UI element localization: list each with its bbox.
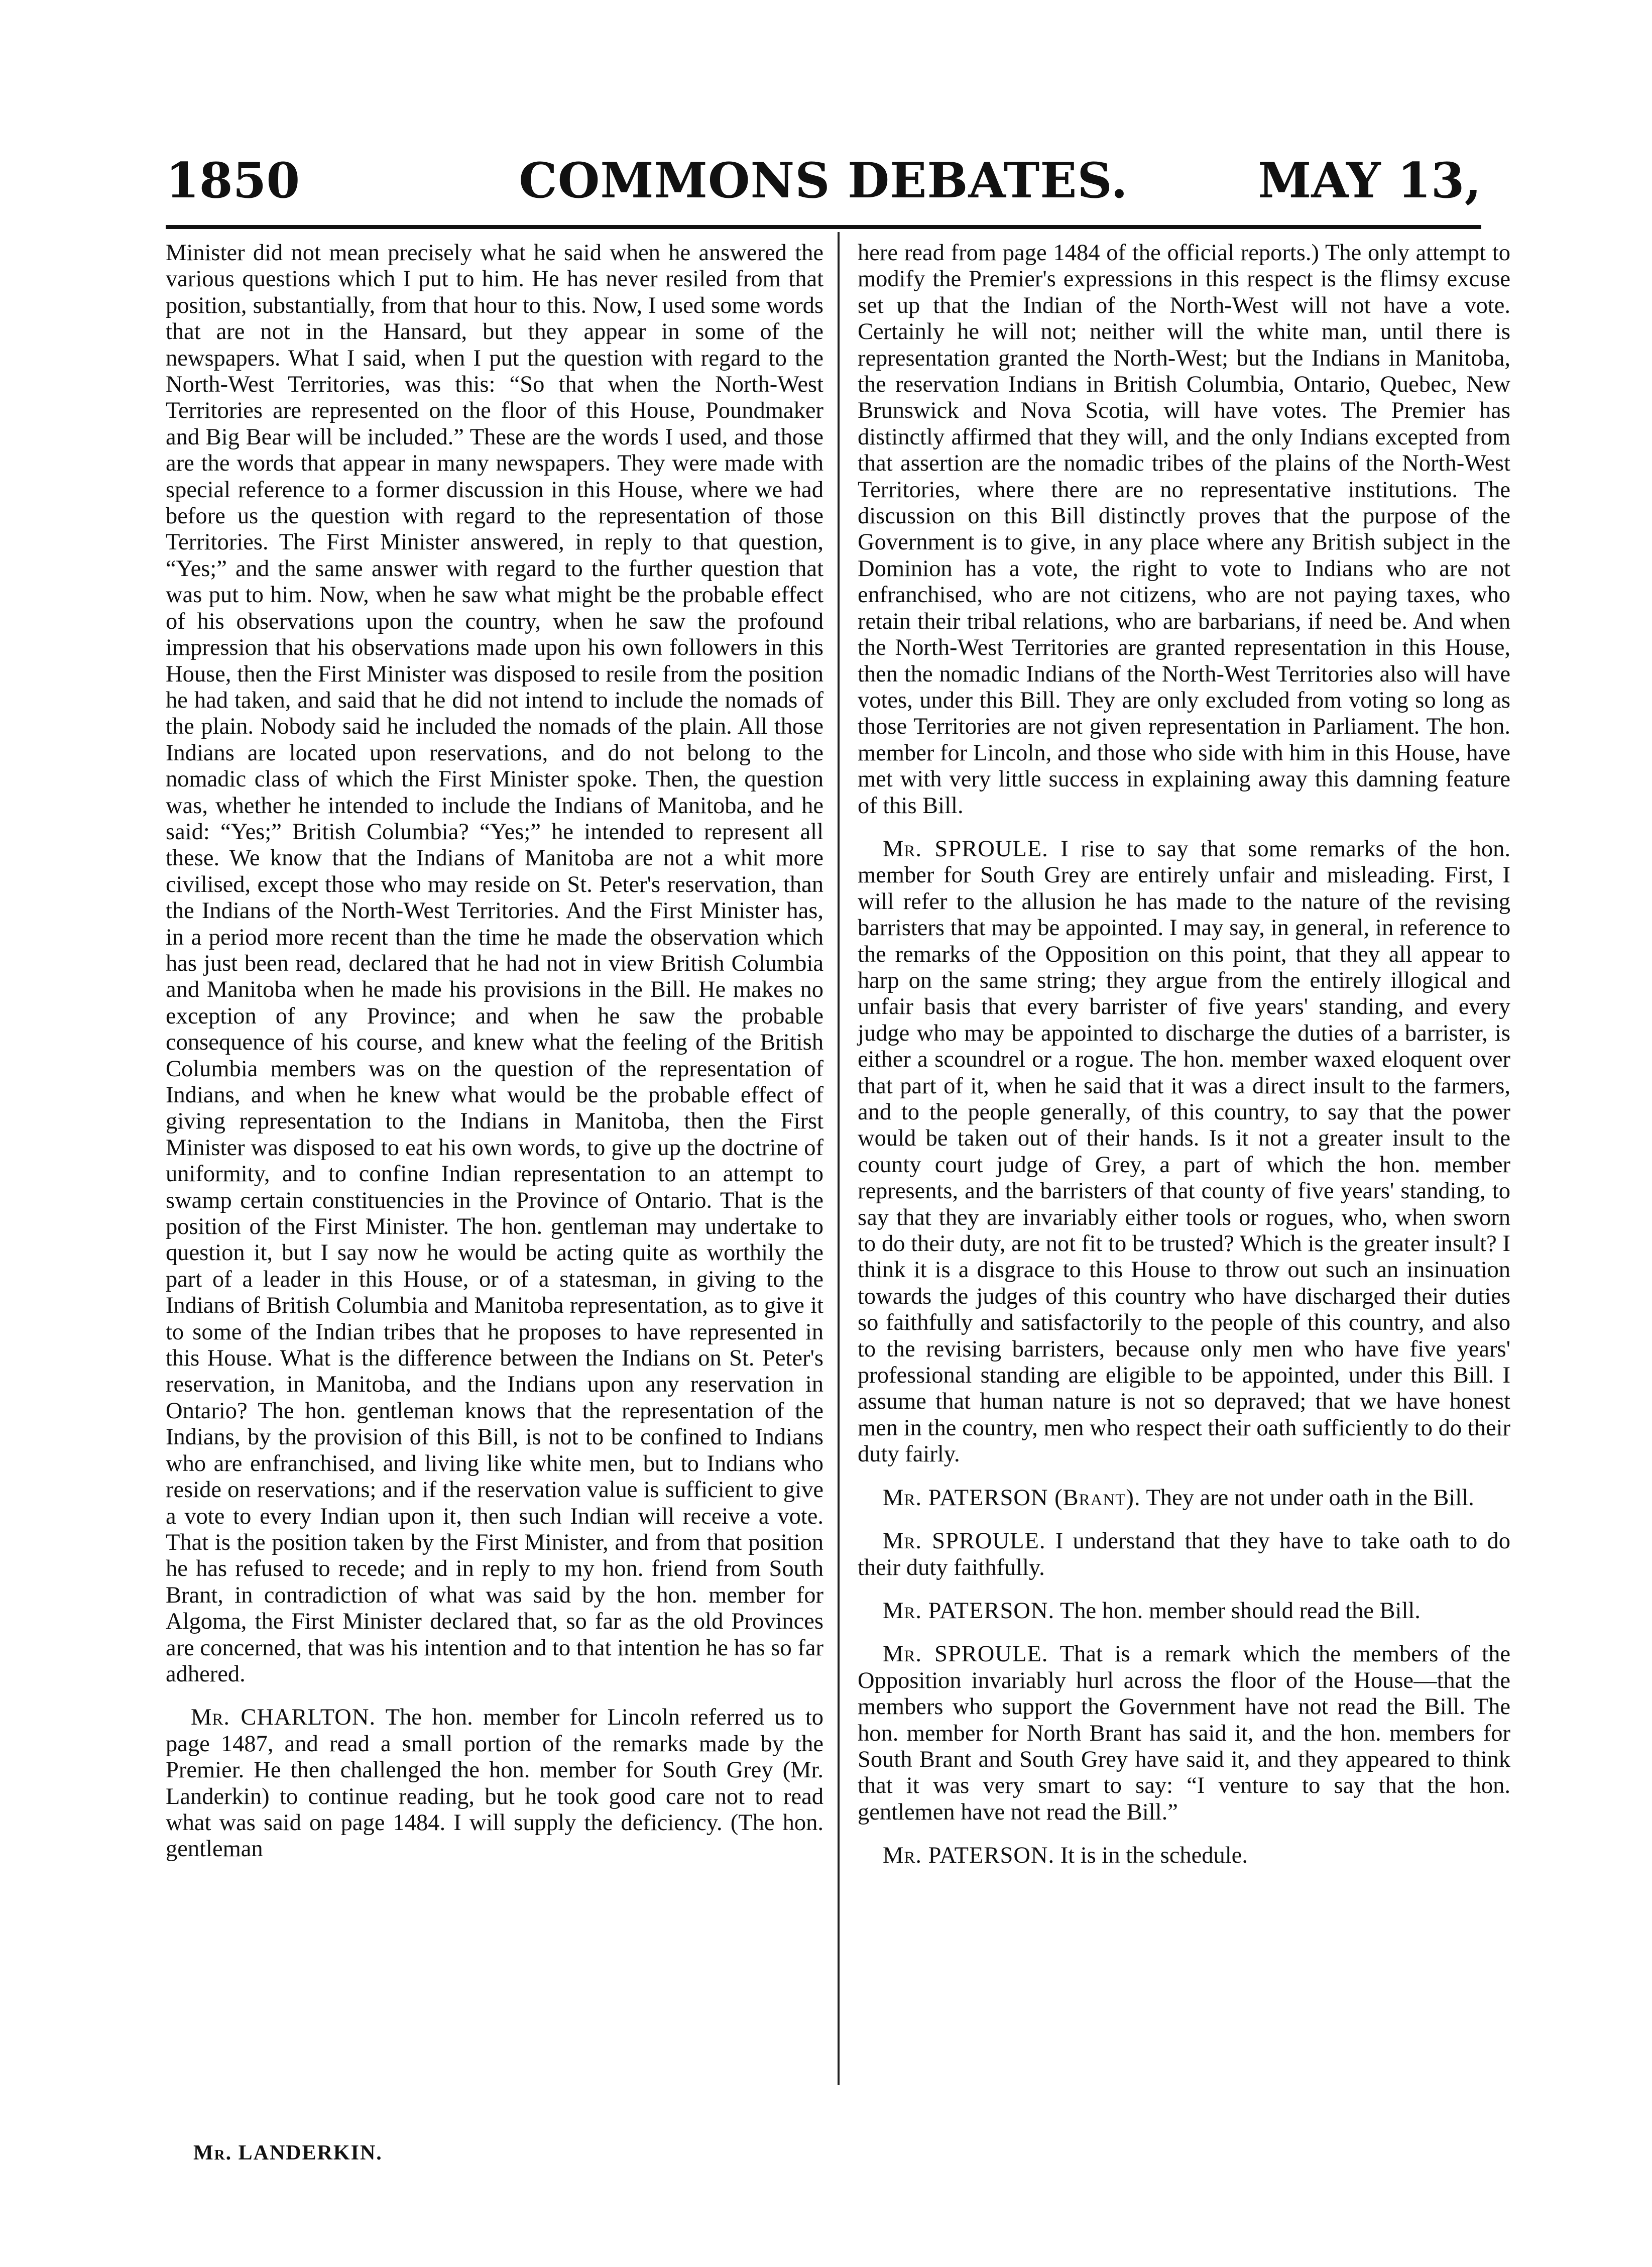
speaker-name: Mr. PATERSON (Brant). xyxy=(883,1485,1141,1511)
column-divider xyxy=(838,232,840,2085)
speech-paragraph xyxy=(858,836,1510,1468)
page-number: 1850 xyxy=(166,152,300,209)
speech-paragraph xyxy=(858,1485,1510,1511)
header-rule xyxy=(166,225,1481,229)
speech-paragraph xyxy=(166,1705,823,1862)
speech-paragraph xyxy=(858,240,1510,819)
footer-signature: Mr. LANDERKIN. xyxy=(193,2141,383,2165)
speech-text: They are not under oath in the Bill. xyxy=(1146,1485,1474,1511)
speech-text: I rise to say that some remarks of the hon. member for South Grey are entirely unfair and misleading. First, I will refer to the allusion he has made to the nature of the revising barristers that may be appointed. I may say, in general, in reference to the remarks of the Opposition on this point, that they all appear to harp on the same string; they argue from the entirely illogical and unfair basis that every barrister of five years' standing, and every judge who may be appointed to discharge the duties of a barrister, is either a scoundrel or a rogue. The hon. member waxed eloquent over that part of it, when he said that it was a direct insult to the farmers, and to the people generally, of this country, to say that the power would be taken out of their hands. Is it not a greater insult to the county court judge of Grey, a part of which the hon. member represents, and the barristers of that county of five years' standing, to say that they are invariably either tools or rogues, who, when sworn to do their duty, are not fit to be trusted? Which is the greater insult? I think it is a disgrace to this House to throw out such an insinuation towards the judges of this country who have discharged their duties so faithfully and satisfactorily to the people of this country, and also to the revising barristers, because only men who have five years' professional standing are eligible to be appointed, under this Bill. I assume that human nature is not so depraved; that we have honest men in the country, men who respect their oath sufficiently to do their duty fairly. xyxy=(858,836,1510,1467)
speech-paragraph xyxy=(858,1843,1510,1869)
speaker-name: Mr. PATERSON. xyxy=(883,1598,1055,1624)
speech-text: Minister did not mean precisely what he said when he answered the various questions which I put to him. He has never resiled from that position, substantially, from that hour to this. Now, I used some words that are not in the Hansard, but they appear in some of the newspapers. What I said, when I put the question with regard to the North-West Territories, was this: “So that when the North-West Territories are represented on the floor of this House, Poundmaker and Big Bear will be included.” These are the words I used, and those are the words that appear in many newspapers. They were made with special reference to a former discussion in this House, where we had before us the question with regard to the representation of those Territories. The First Minister answered, in reply to that question, “Yes;” and the same answer with regard to the further question that was put to him. Now, when he saw what might be the probable effect of his observations upon the country, when he saw the profound impression that his observations made upon his own followers in this House, then the First Minister was disposed to resile from the position he had taken, and said that he did not intend to include the nomads of the plain. Nobody said he included the nomads of the plain. All those Indians are located upon reservations, and do not belong to the nomadic class of which the First Minister spoke. Then, the question was, whether he intended to include the Indians of Manitoba, and he said: “Yes;” British Columbia? “Yes;” he intended to represent all these. We know that the Indians of Manitoba are not a whit more civilised, except those who may reside on St. Peter's reservation, than the Indians of the North-West Territories. And the First Minister has, in a period more recent than the time he made the observation which has just been read, declared that he had not in view British Columbia and Manitoba when he made his provisions in the Bill. He makes no exception of any Province; and when he saw the probable consequence of his course, and knew what the feeling of the British Columbia members was on the question of the representation of Indians, and when he knew what would be the probable effect of giving representation to the Indians in Manitoba, then the First Minister was disposed to eat his own words, to give up the doctrine of uniformity, and to confine Indian representation to an attempt to swamp certain constituencies in the Province of Ontario. That is the position of the First Minister. The hon. gentleman may undertake to question it, but I say now he would be acting quite as worthily the part of a leader in this House, or of a statesman, in giving to the Indians of British Columbia and Manitoba representation, as to give it to some of the Indian tribes that he proposes to have represented in this House. What is the difference between the Indians on St. Peter's reservation, in Manitoba, and the Indians upon any reservation in Ontario? The hon. gentleman knows that the representation of the Indians, by the provision of this Bill, is not to be confined to Indians who are enfranchised, and living like white men, but to Indians who reside on reservations; and if the reservation value is sufficient to give a vote to every Indian upon it, then such Indian will receive a vote. That is the position taken by the First Minister, and from that position he has refused to recede; and in reply to my hon. friend from South Brant, in contradiction of what was said by the hon. member for Algoma, the First Minister declared that, so far as the old Provinces are concerned, that was his intention and to that intention he has so far adhered. xyxy=(166,240,823,1687)
speech-text: here read from page 1484 of the official reports.) The only attempt to modify the Premier's expressions in this respect is the flimsy excuse set up that the Indian of the North-West will not have a vote. Certainly he will not; neither will the white man, until there is representation granted the North-West; but the Indians in Manitoba, the reservation Indians in British Columbia, Ontario, Quebec, New Brunswick and Nova Scotia, will have votes. The Premier has distinctly affirmed that they will, and the only Indians excepted from that assertion are the nomadic tribes of the plains of the North-West Territories, where there are no representative institutions. The discussion on this Bill distinctly proves that the purpose of the Government is to give, in any place where any British subject in the Dominion has a vote, the right to vote to Indians who are not enfranchised, who are not citizens, who are not paying taxes, who retain their tribal relations, who are barbarians, if need be. And when the North-West Territories are granted representation in this House, then the nomadic Indians of the North-West Territories also will have votes, under this Bill. They are only excluded from voting so long as those Territories are not given representation in Parliament. The hon. member for Lincoln, and those who side with him in this House, have met with very little success in explaining away this damning feature of this Bill. xyxy=(858,240,1510,819)
speech-text: I understand that they have to take oath to do their duty faithfully. xyxy=(858,1528,1511,1580)
speaker-name: Mr. SPROULE. xyxy=(883,1528,1046,1554)
speech-text: It is in the schedule. xyxy=(1060,1843,1248,1869)
speaker-name: Mr. SPROULE. xyxy=(883,836,1048,862)
speech-paragraph xyxy=(858,1641,1510,1826)
header-date: MAY 13, xyxy=(1258,152,1481,209)
speech-text: That is a remark which the members of the Opposition invariably hurl across the floor of the House—that the members who support the Government have not read the Bill. The hon. member for North Brant has said it, and the hon. members for South Brant and South Grey have said it, and they appeared to think that it was very smart to say: “I venture to say that the hon. gentlemen have not read the Bill.” xyxy=(858,1641,1510,1825)
speech-paragraph xyxy=(858,1528,1510,1581)
left-column xyxy=(166,240,823,1863)
speaker-name: Mr. PATERSON. xyxy=(883,1843,1055,1869)
page-header xyxy=(166,151,1481,231)
speech-text: The hon. member should read the Bill. xyxy=(1059,1598,1421,1624)
speech-paragraph xyxy=(166,240,823,1687)
right-column xyxy=(858,240,1510,1869)
speaker-name: Mr. SPROULE. xyxy=(883,1641,1048,1667)
speaker-name: Mr. CHARLTON. xyxy=(191,1705,376,1731)
speech-text: The hon. member for Lincoln referred us to page 1487, and read a small portion of the remarks made by the Premier. He then challenged the hon. member for South Grey (Mr. Landerkin) to continue reading, but he took good care not to read what was said on page 1484. I will supply the deficiency. (The hon. gentleman xyxy=(166,1705,823,1862)
speech-paragraph xyxy=(858,1598,1510,1624)
journal-title: COMMONS DEBATES. xyxy=(519,152,1128,209)
